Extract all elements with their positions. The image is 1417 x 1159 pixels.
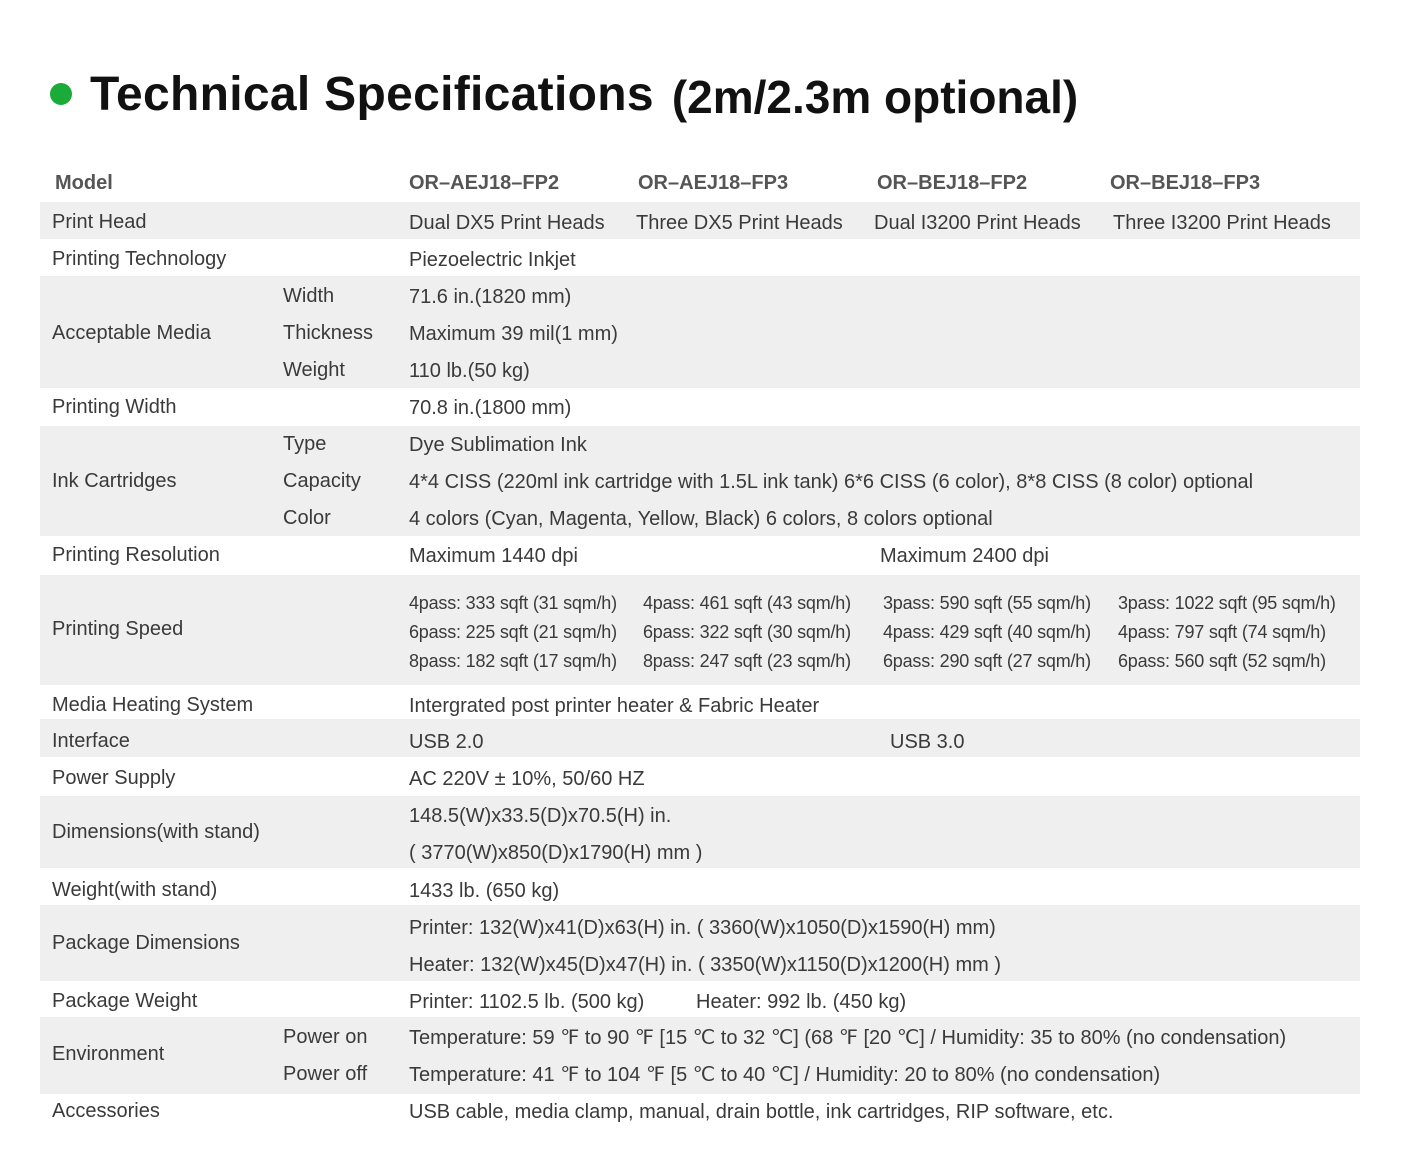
row-acceptable-media [40, 276, 1360, 388]
header-model-2: OR–AEJ18–FP3 [638, 172, 789, 194]
label-environment: Environment [52, 1043, 165, 1065]
value-print-head-3: Dual I3200 Print Heads [874, 212, 1081, 234]
value-ink-color: 4 colors (Cyan, Magenta, Yellow, Black) 6 colors, 8 colors optional [409, 508, 993, 530]
label-printing-resolution: Printing Resolution [52, 544, 220, 566]
value-ink-type: Dye Sublimation Ink [409, 434, 587, 456]
label-printing-speed: Printing Speed [52, 618, 184, 640]
header-model-1: OR–AEJ18–FP2 [409, 172, 560, 194]
spec-table [40, 165, 1360, 1130]
header-row [40, 165, 1360, 202]
value-interface-a: USB 2.0 [409, 731, 484, 753]
header-model-label: Model [55, 172, 113, 194]
value-print-head-4: Three I3200 Print Heads [1113, 212, 1331, 234]
value-ink-capacity: 4*4 CISS (220ml ink cartridge with 1.5L ink tank) 6*6 CISS (6 color), 8*8 CISS (8 color) optional [409, 471, 1254, 493]
speed-col3-line1: 3pass: 590 sqft (55 sqm/h) [883, 593, 1091, 613]
value-package-weight-printer: Printer: 1102.5 lb. (500 kg) [409, 991, 645, 1013]
speed-col1-line2: 6pass: 225 sqft (21 sqm/h) [409, 622, 617, 642]
sublabel-ink-capacity: Capacity [283, 470, 361, 492]
sublabel-power-off: Power off [283, 1063, 368, 1085]
row-interface [40, 719, 1360, 757]
value-interface-b: USB 3.0 [890, 731, 965, 753]
speed-col2-line2: 6pass: 322 sqft (30 sqm/h) [643, 622, 851, 642]
row-print-head [40, 202, 1360, 239]
label-acceptable-media: Acceptable Media [52, 322, 211, 344]
row-dimensions [40, 796, 1360, 868]
row-power-supply [40, 757, 1360, 796]
sublabel-ink-color: Color [283, 507, 331, 529]
header-model-4: OR–BEJ18–FP3 [1110, 172, 1261, 194]
speed-col3-line2: 4pass: 429 sqft (40 sqm/h) [883, 622, 1091, 642]
row-printing-technology [40, 239, 1360, 276]
sublabel-power-on: Power on [283, 1026, 368, 1048]
label-dimensions: Dimensions(with stand) [52, 821, 260, 843]
label-accessories: Accessories [52, 1100, 160, 1122]
value-weight: 1433 lb. (650 kg) [409, 880, 560, 902]
page-title [50, 62, 1078, 126]
label-power-supply: Power Supply [52, 767, 176, 789]
label-package-dimensions: Package Dimensions [52, 932, 240, 954]
value-media-weight: 110 lb.(50 kg) [409, 360, 530, 382]
value-power-on: Temperature: 59 ℉ to 90 ℉ [15 ℃ to 32 ℃] (68 ℉ [20 ℃] / Humidity: 35 to 80% (no condensation) [409, 1027, 1287, 1049]
value-print-head-1: Dual DX5 Print Heads [409, 212, 605, 234]
value-printing-technology: Piezoelectric Inkjet [409, 249, 576, 271]
value-dimensions-line2: ( 3770(W)x850(D)x1790(H) mm ) [409, 842, 703, 864]
speed-col3-line3: 6pass: 290 sqft (27 sqm/h) [883, 651, 1091, 671]
header-model-3: OR–BEJ18–FP2 [877, 172, 1028, 194]
speed-col4-line1: 3pass: 1022 sqft (95 sqm/h) [1118, 593, 1336, 613]
sublabel-ink-type: Type [283, 433, 327, 455]
row-printing-speed [40, 575, 1360, 685]
sublabel-media-width: Width [283, 285, 335, 307]
label-media-heating: Media Heating System [52, 694, 254, 716]
row-printing-width [40, 388, 1360, 426]
value-dimensions-line1: 148.5(W)x33.5(D)x70.5(H) in. [409, 805, 672, 827]
title-subtitle: (2m/2.3m optional) [671, 71, 1079, 123]
value-accessories: USB cable, media clamp, manual, drain bottle, ink cartridges, RIP software, etc. [409, 1101, 1114, 1123]
value-package-weight-heater: Heater: 992 lb. (450 kg) [696, 991, 907, 1013]
value-media-width: 71.6 in.(1820 mm) [409, 286, 572, 308]
value-resolution-a: Maximum 1440 dpi [409, 545, 578, 567]
row-package-dimensions [40, 905, 1360, 981]
row-ink-cartridges [40, 426, 1360, 536]
value-print-head-2: Three DX5 Print Heads [636, 212, 843, 234]
row-accessories [40, 1094, 1360, 1130]
label-print-head: Print Head [52, 211, 147, 233]
row-weight [40, 868, 1360, 905]
label-package-weight: Package Weight [52, 990, 198, 1012]
sublabel-media-weight: Weight [283, 359, 345, 381]
title-main: Technical Specifications [90, 67, 654, 121]
value-printing-width: 70.8 in.(1800 mm) [409, 397, 572, 419]
speed-col2-line1: 4pass: 461 sqft (43 sqm/h) [643, 593, 851, 613]
value-power-supply: AC 220V ± 10%, 50/60 HZ [409, 768, 645, 790]
speed-col1-line1: 4pass: 333 sqft (31 sqm/h) [409, 593, 617, 613]
speed-col2-line3: 8pass: 247 sqft (23 sqm/h) [643, 651, 851, 671]
value-package-dimensions-line1: Printer: 132(W)x41(D)x63(H) in. ( 3360(W)x1050(D)x1590(H) mm) [409, 917, 996, 939]
speed-col4-line2: 4pass: 797 sqft (74 sqm/h) [1118, 622, 1326, 642]
row-printing-resolution [40, 536, 1360, 575]
speed-col4-line3: 6pass: 560 sqft (52 sqm/h) [1118, 651, 1326, 671]
value-media-thickness: Maximum 39 mil(1 mm) [409, 323, 618, 345]
value-resolution-b: Maximum 2400 dpi [880, 545, 1049, 567]
label-printing-technology: Printing Technology [52, 248, 227, 270]
speed-col1-line3: 8pass: 182 sqft (17 sqm/h) [409, 651, 617, 671]
label-ink-cartridges: Ink Cartridges [52, 470, 177, 492]
row-package-weight [40, 981, 1360, 1017]
row-environment [40, 1017, 1360, 1094]
row-media-heating [40, 685, 1360, 719]
sublabel-media-thickness: Thickness [283, 322, 374, 344]
value-package-dimensions-line2: Heater: 132(W)x45(D)x47(H) in. ( 3350(W)x1150(D)x1200(H) mm ) [409, 954, 1001, 976]
label-weight: Weight(with stand) [52, 879, 218, 901]
label-printing-width: Printing Width [52, 396, 177, 418]
value-media-heating: Intergrated post printer heater & Fabric Heater [409, 695, 820, 717]
value-power-off: Temperature: 41 ℉ to 104 ℉ [5 ℃ to 40 ℃] / Humidity: 20 to 80% (no condensation) [409, 1064, 1161, 1086]
label-interface: Interface [52, 730, 130, 752]
bullet-dot-icon [50, 83, 72, 105]
